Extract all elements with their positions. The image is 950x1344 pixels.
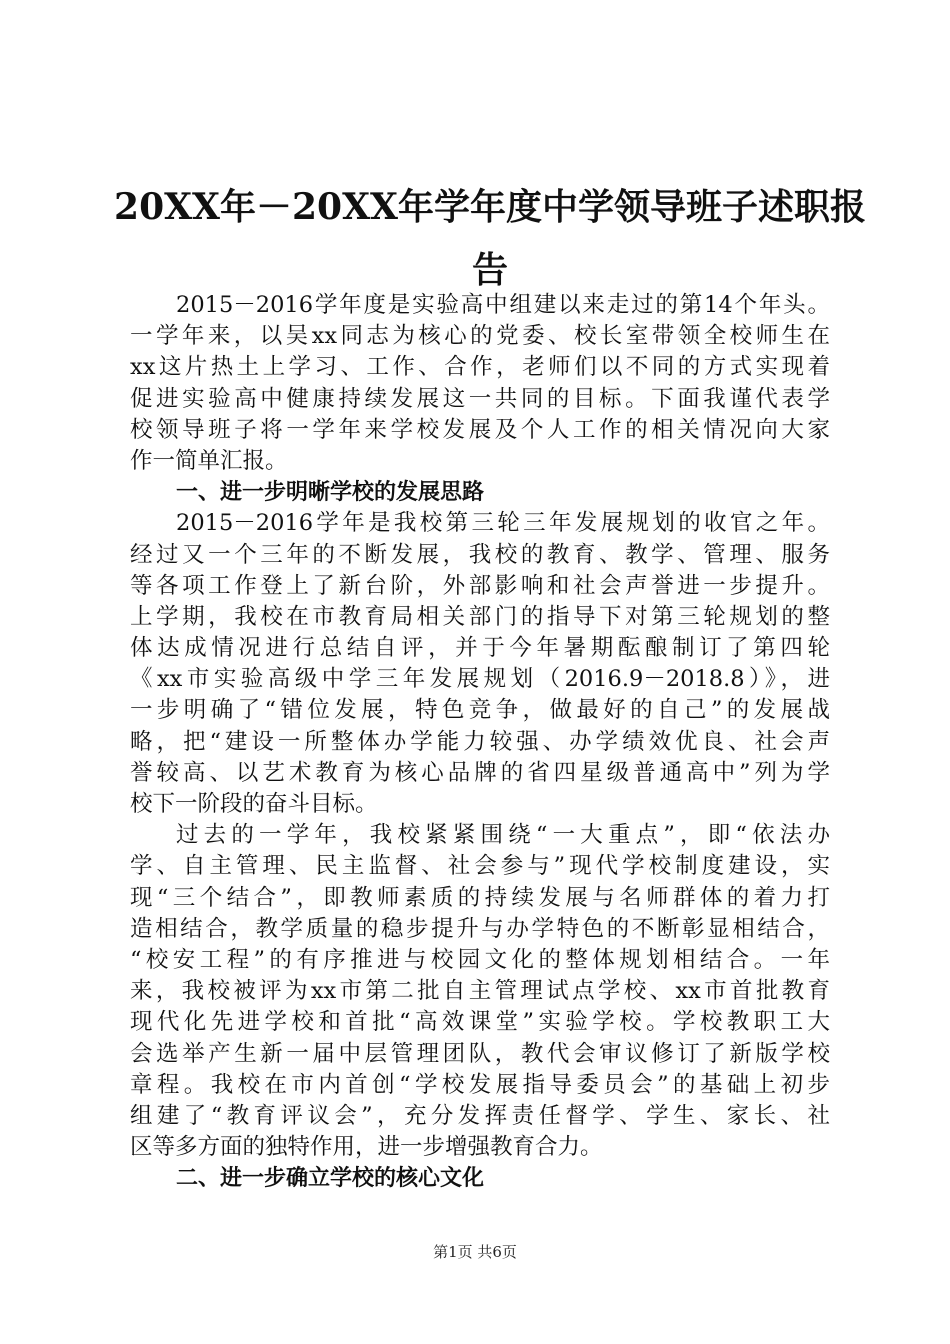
body-line: xx这片热土上学习、工作、合作，老师们以不同的方式实现着 [130,354,830,381]
body-line: 2015－2016学年度是实验高中组建以来走过的第14个年头。 [176,292,830,318]
body-line: 等各项工作登上了新台阶，外部影响和社会声誉进一步提升。 [130,572,830,599]
body-line: 学、自主管理、民主监督、社会参与”现代学校制度建设，实 [130,853,830,880]
body-line: 促进实验高中健康持续发展这一共同的目标。下面我谨代表学 [130,385,830,412]
body-line: 誉较高、以艺术教育为核心品牌的省四星级普通高中”列为学 [130,759,830,786]
body-line: 作一简单汇报。 [130,447,288,474]
body-line: 上学期，我校在市教育局相关部门的指导下对第三轮规划的整 [130,603,830,630]
document-body [130,290,830,1194]
body-line: 来，我校被评为xx市第二批自主管理试点学校、xx市首批教育 [130,978,830,1005]
body-line: 现代化先进学校和首批“高效课堂”实验学校。学校教职工大 [130,1009,830,1036]
section-heading-2: 二、进一步确立学校的核心文化 [176,1166,485,1192]
body-line: 2015－2016学年是我校第三轮三年发展规划的收官之年。 [176,510,830,537]
body-line: 体达成情况进行总结自评，并于今年暑期酝酿制订了第四轮 [130,635,830,662]
body-line: 现“三个结合”，即教师素质的持续发展与名师群体的着力打 [130,884,830,911]
body-line: “校安工程”的有序推进与校园文化的整体规划相结合。一年 [130,946,830,973]
body-line: 章程。我校在市内首创“学校发展指导委员会”的基础上初步 [130,1071,830,1098]
body-line: 一学年来，以吴xx同志为核心的党委、校长室带领全校师生在 [130,323,830,350]
body-line: 略，把“建设一所整体办学能力较强、办学绩效优良、社会声 [130,728,830,755]
body-line: 校领导班子将一学年来学校发展及个人工作的相关情况向大家 [130,416,830,443]
body-line: 过去的一学年，我校紧紧围绕“一大重点”，即“依法办 [176,822,830,849]
document-title-line-1: 20XX年－20XX年学年度中学领导班子述职报 [114,186,866,228]
body-line: 造相结合，教学质量的稳步提升与办学特色的不断彰显相结合， [130,915,830,942]
body-line: 组建了“教育评议会”，充分发挥责任督学、学生、家长、社 [130,1102,830,1129]
section-heading-1: 一、进一步明晰学校的发展思路 [176,480,485,506]
body-line: 一步明确了“错位发展，特色竞争，做最好的自己”的发展战 [130,697,830,724]
document-title-line-2: 告 [471,249,508,291]
page-footer: 第1页 共6页 [433,1243,517,1261]
body-line: 区等多方面的独特作用，进一步增强教育合力。 [130,1134,603,1161]
body-line: 会选举产生新一届中层管理团队，教代会审议修订了新版学校 [130,1040,830,1067]
body-line: 校下一阶段的奋斗目标。 [130,791,378,817]
body-line: 《xx市实验高级中学三年发展规划（2016.9－2018.8）》，进 [130,666,830,693]
body-line: 经过又一个三年的不断发展，我校的教育、教学、管理、服务 [130,541,830,568]
